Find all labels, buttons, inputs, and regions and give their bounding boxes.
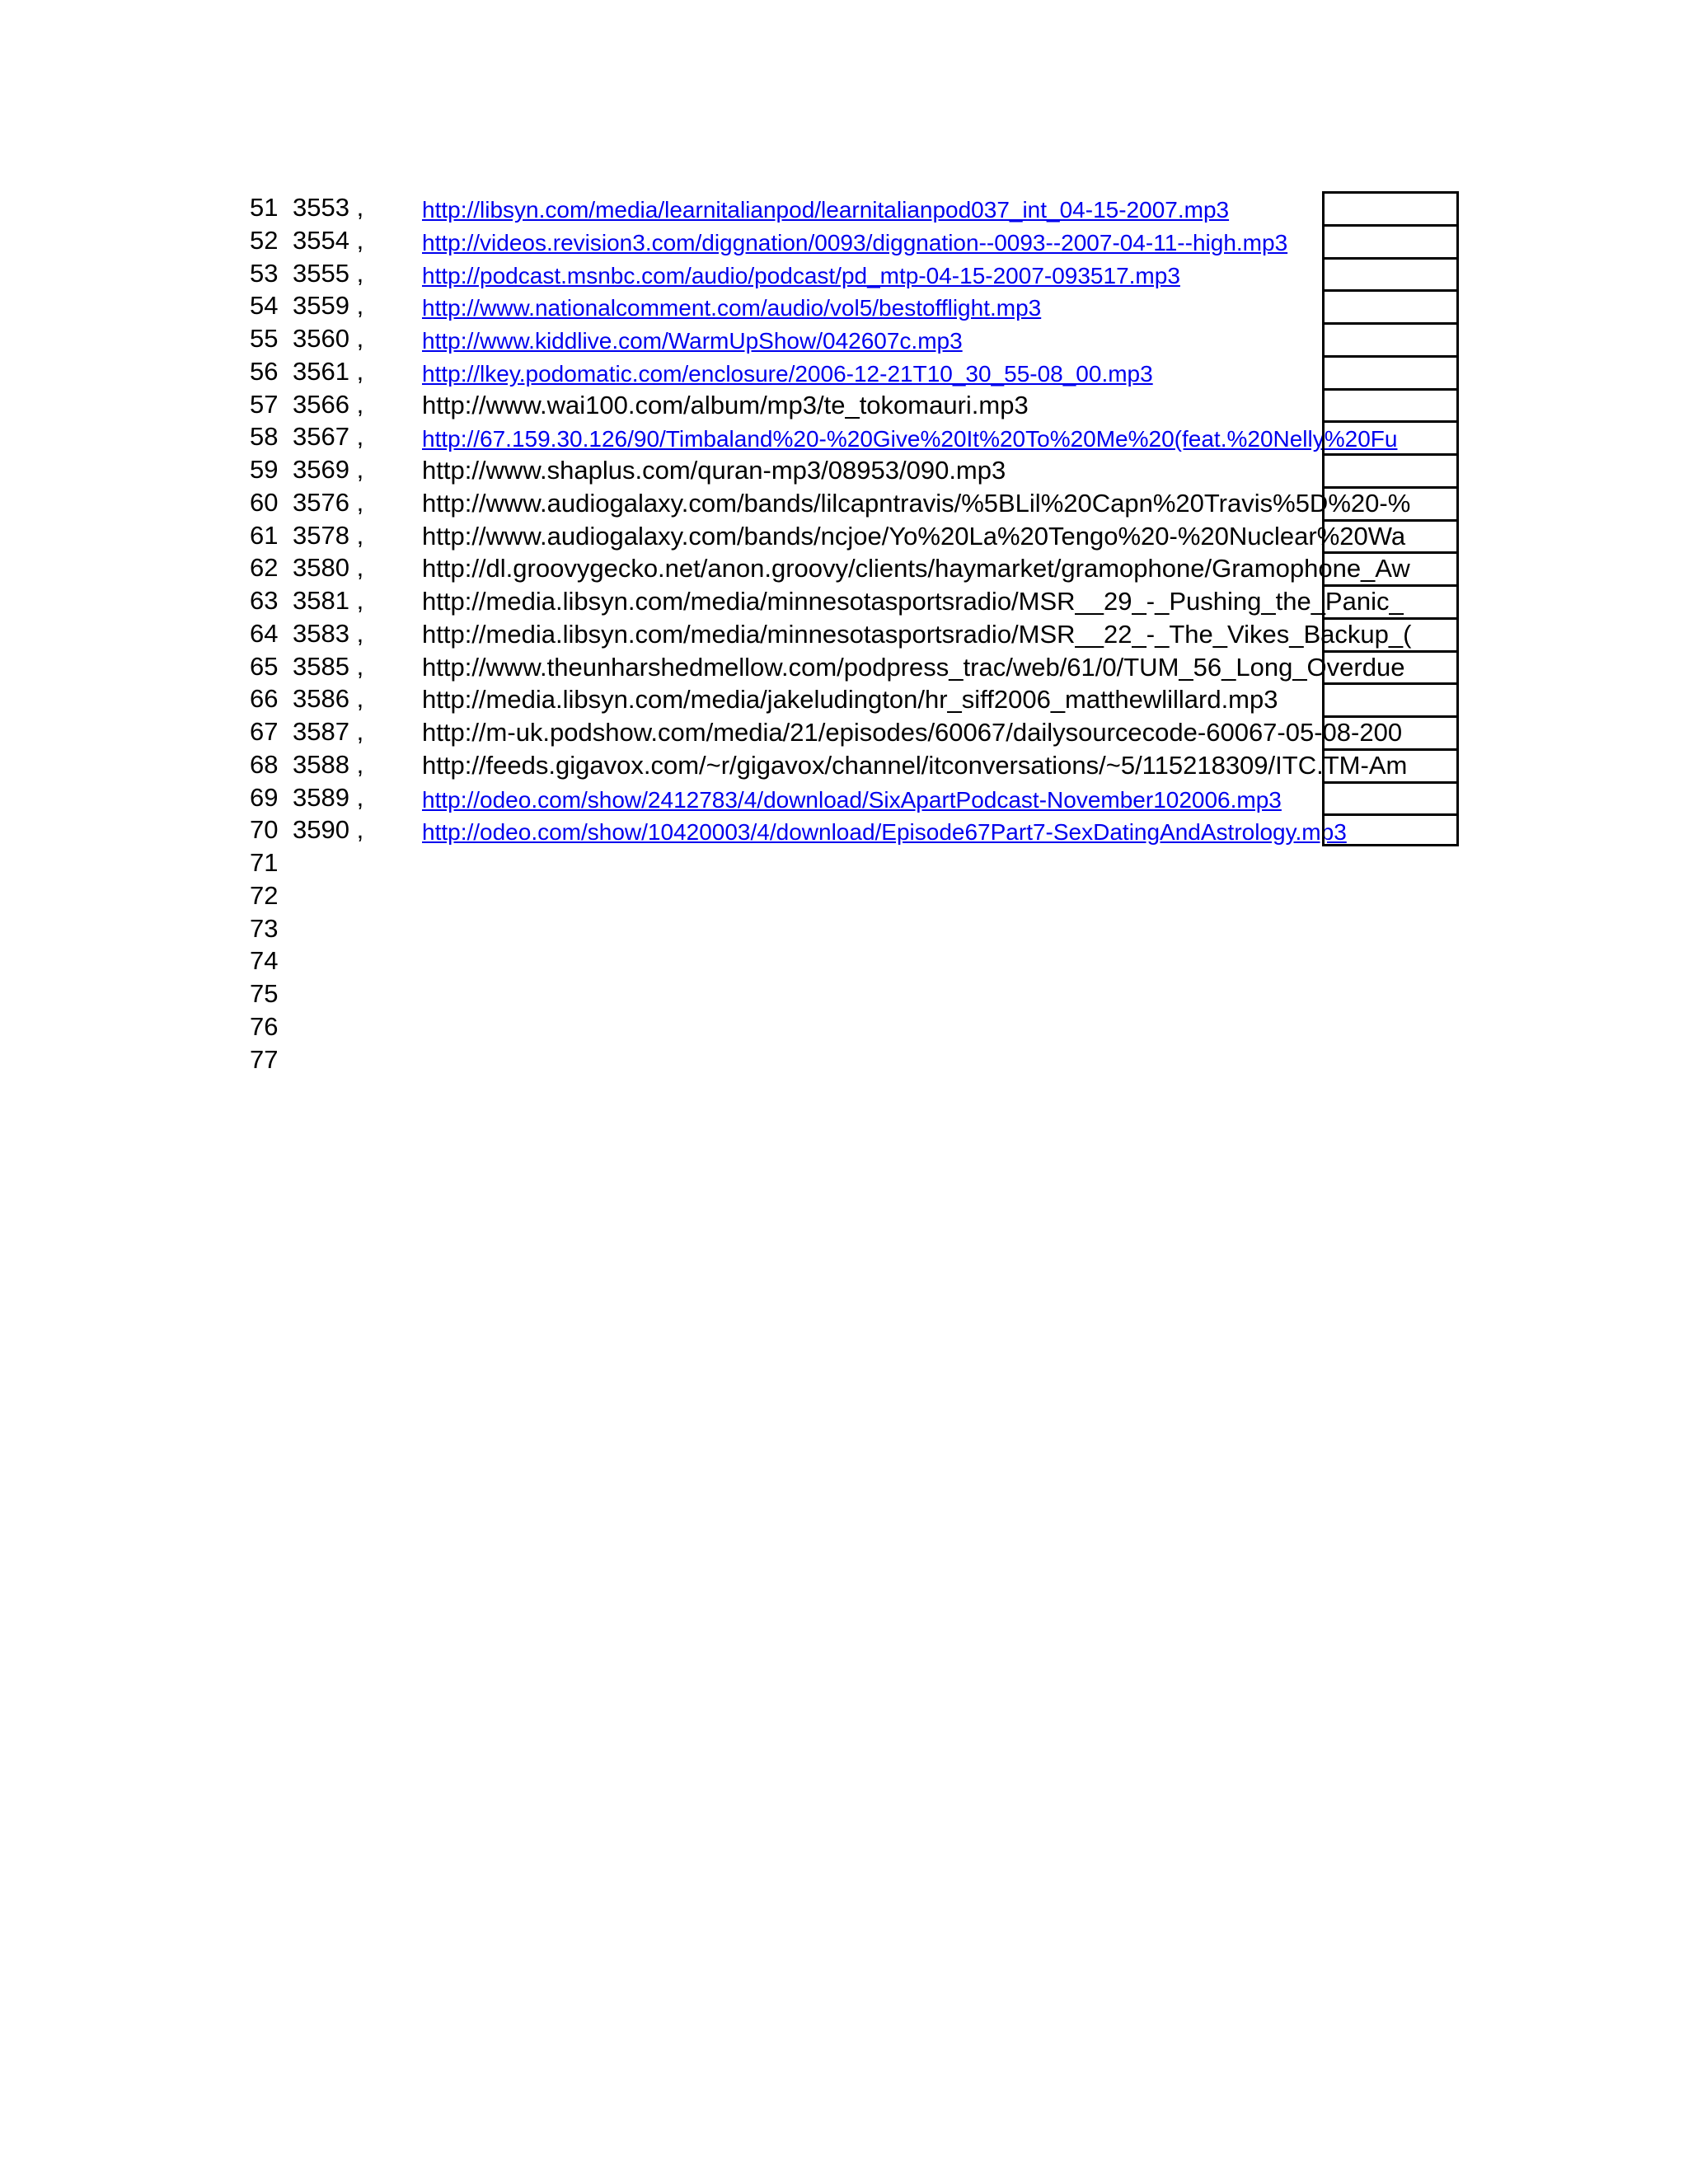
bordered-cell: [1322, 388, 1459, 421]
url-text: http://dl.groovygecko.net/anon.groovy/clients/haymarket/gramophone/Gramophone_Aw: [422, 554, 1410, 583]
bordered-cell: [1322, 813, 1459, 846]
table-row: [0, 617, 1688, 650]
row-number: 73: [250, 913, 279, 943]
bordered-cell: [1322, 191, 1459, 224]
row-number: 56: [250, 356, 279, 386]
table-row: [0, 912, 1688, 945]
row-number: 67: [250, 717, 279, 746]
table-row: [0, 846, 1688, 879]
record-id: 3567 ,: [293, 422, 364, 452]
url-link[interactable]: http://odeo.com/show/2412783/4/download/SixApartPodcast-November102006.mp3: [422, 786, 1282, 813]
url-cell: [422, 191, 1461, 224]
record-id: 3554 ,: [293, 225, 364, 255]
url-cell: [422, 781, 1461, 814]
record-id: 3576 ,: [293, 487, 364, 517]
table-row: [0, 715, 1688, 748]
url-link[interactable]: http://www.nationalcomment.com/audio/vol5/bestofflight.mp3: [422, 295, 1042, 321]
row-number: 74: [250, 946, 279, 976]
table-row: [0, 781, 1688, 814]
url-cell: [422, 355, 1461, 388]
table-row: [0, 486, 1688, 519]
row-number: 60: [250, 487, 279, 517]
table-row: [0, 257, 1688, 290]
bordered-cell: [1322, 355, 1459, 388]
row-number: 62: [250, 553, 279, 583]
url-text: http://www.theunharshedmellow.com/podpress_trac/web/61/0/TUM_56_Long_Overdue: [422, 652, 1405, 682]
bordered-cell: [1322, 551, 1459, 584]
table-row: [0, 420, 1688, 453]
row-number: 65: [250, 651, 279, 681]
url-text: http://www.shaplus.com/quran-mp3/08953/090.mp3: [422, 456, 1006, 485]
bordered-cell: [1322, 682, 1459, 715]
row-number: 58: [250, 422, 279, 452]
url-cell: [422, 420, 1461, 453]
record-id: 3590 ,: [293, 815, 364, 845]
row-number: 55: [250, 324, 279, 353]
bordered-cell: [1322, 420, 1459, 453]
table-row: [0, 584, 1688, 617]
url-link[interactable]: http://odeo.com/show/10420003/4/download/Episode67Part7-SexDatingAndAstrology.mp3: [422, 819, 1347, 846]
record-id: 3587 ,: [293, 717, 364, 746]
record-id: 3586 ,: [293, 684, 364, 714]
table-row: [0, 224, 1688, 257]
bordered-cell: [1322, 322, 1459, 355]
record-id: 3585 ,: [293, 651, 364, 681]
table-row: [0, 191, 1688, 224]
record-id: 3581 ,: [293, 586, 364, 615]
url-text: http://www.audiogalaxy.com/bands/lilcapntravis/%5BLil%20Capn%20Travis%5D%20-%: [422, 488, 1411, 518]
table-row: [0, 322, 1688, 355]
bordered-cell: [1322, 781, 1459, 814]
bordered-cell: [1322, 584, 1459, 617]
table-row: [0, 355, 1688, 388]
row-number: 61: [250, 520, 279, 550]
bordered-cell: [1322, 453, 1459, 486]
url-link[interactable]: http://www.kiddlive.com/WarmUpShow/042607c.mp3: [422, 328, 963, 354]
url-cell: [422, 224, 1461, 257]
row-number: 77: [250, 1044, 279, 1074]
row-number: 75: [250, 979, 279, 1008]
row-number: 72: [250, 880, 279, 910]
bordered-cell: [1322, 715, 1459, 748]
table-row: [0, 1043, 1688, 1076]
url-text: http://www.wai100.com/album/mp3/te_tokomauri.mp3: [422, 390, 1029, 419]
url-link[interactable]: http://67.159.30.126/90/Timbaland%20-%20Give%20It%20To%20Me%20(feat.%20Nelly%20Fu: [422, 426, 1398, 452]
record-id: 3553 ,: [293, 193, 364, 222]
bordered-cell: [1322, 224, 1459, 257]
url-cell: [422, 322, 1461, 355]
record-id: 3566 ,: [293, 389, 364, 419]
row-number: 59: [250, 455, 279, 484]
row-number: 66: [250, 684, 279, 714]
row-number: 57: [250, 389, 279, 419]
table-row: [0, 289, 1688, 322]
row-number: 71: [250, 848, 279, 877]
url-text: http://media.libsyn.com/media/minnesotasportsradio/MSR__29_-_Pushing_the_Panic_: [422, 587, 1404, 616]
record-id: 3569 ,: [293, 455, 364, 484]
row-number: 68: [250, 749, 279, 779]
table-row: [0, 519, 1688, 552]
table-row: [0, 650, 1688, 683]
record-id: 3555 ,: [293, 258, 364, 288]
bordered-cell: [1322, 519, 1459, 552]
bordered-cell: [1322, 289, 1459, 322]
bordered-cell: [1322, 617, 1459, 650]
bordered-cell: [1322, 748, 1459, 781]
record-id: 3589 ,: [293, 782, 364, 812]
table-row: [0, 944, 1688, 977]
table-row: [0, 453, 1688, 486]
record-id: 3583 ,: [293, 618, 364, 648]
row-number: 51: [250, 193, 279, 222]
url-text: http://m-uk.podshow.com/media/21/episodes/60067/dailysourcecode-60067-05-08-200: [422, 718, 1403, 747]
record-id: 3580 ,: [293, 553, 364, 583]
url-cell: [422, 813, 1461, 846]
url-text: http://media.libsyn.com/media/minnesotasportsradio/MSR__22_-_The_Vikes_Backup_(: [422, 619, 1412, 649]
bordered-cell: [1322, 650, 1459, 683]
bordered-cell: [1322, 486, 1459, 519]
record-id: 3588 ,: [293, 749, 364, 779]
url-text: http://media.libsyn.com/media/jakeludington/hr_siff2006_matthewlillard.mp3: [422, 685, 1278, 715]
url-text: http://feeds.gigavox.com/~r/gigavox/channel/itconversations/~5/115218309/ITC.TM-Am: [422, 750, 1408, 780]
url-text: http://www.audiogalaxy.com/bands/ncjoe/Yo%20La%20Tengo%20-%20Nuclear%20Wa: [422, 521, 1406, 551]
table-row: [0, 813, 1688, 846]
url-cell: [422, 257, 1461, 290]
row-number: 52: [250, 225, 279, 255]
table-row: [0, 682, 1688, 715]
table-row: [0, 748, 1688, 781]
row-number: 53: [250, 258, 279, 288]
table-row: [0, 879, 1688, 912]
bordered-cell: [1322, 257, 1459, 290]
record-id: 3561 ,: [293, 356, 364, 386]
page-right-margin: [1459, 0, 1688, 2184]
record-id: 3578 ,: [293, 520, 364, 550]
url-link[interactable]: http://podcast.msnbc.com/audio/podcast/pd_mtp-04-15-2007-093517.mp3: [422, 262, 1180, 288]
row-number: 69: [250, 782, 279, 812]
row-number: 54: [250, 291, 279, 321]
url-cell: [422, 289, 1461, 322]
row-number: 70: [250, 815, 279, 845]
record-id: 3560 ,: [293, 324, 364, 353]
table-row: [0, 551, 1688, 584]
table-row: [0, 388, 1688, 421]
row-number: 64: [250, 618, 279, 648]
row-number: 76: [250, 1011, 279, 1041]
table-row: [0, 977, 1688, 1010]
record-id: 3559 ,: [293, 291, 364, 321]
url-link[interactable]: http://lkey.podomatic.com/enclosure/2006-12-21T10_30_55-08_00.mp3: [422, 360, 1153, 387]
row-number: 63: [250, 586, 279, 615]
url-link[interactable]: http://videos.revision3.com/diggnation/0093/diggnation--0093--2007-04-11--high.mp3: [422, 229, 1288, 255]
table-row: [0, 1010, 1688, 1043]
url-link[interactable]: http://libsyn.com/media/learnitalianpod/learnitalianpod037_int_04-15-2007.mp3: [422, 197, 1230, 223]
